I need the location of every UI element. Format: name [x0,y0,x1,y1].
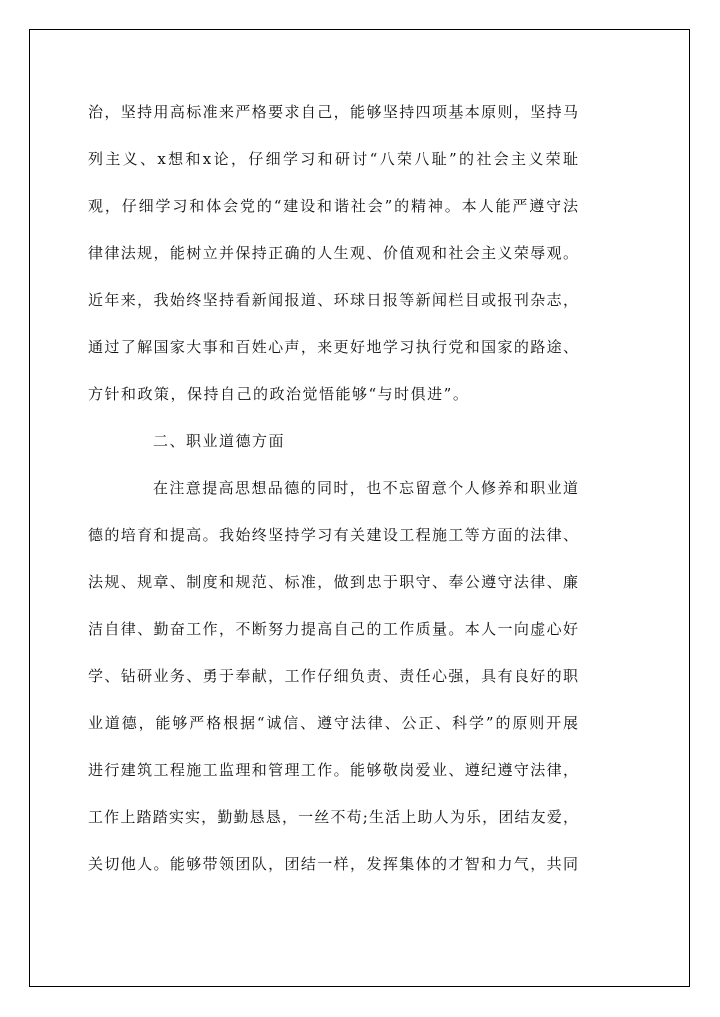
text-line: 洁自律、勤奋工作，不断努力提高自己的工作质量。本人一向虚心好 [88,620,578,638]
text-line: 在注意提高思想品德的同时，也不忘留意个人修养和职业道 [153,479,578,497]
text-line: 近年来，我始终坚持看新闻报道、环球日报等新闻栏目或报刊杂志， [88,291,578,309]
text-line: 观，仔细学习和体会党的“建设和谐社会”的精神。本人能严遵守法 [88,197,578,215]
text-line: 学、钻研业务、勇于奉献，工作仔细负责、责任心强，具有良好的职 [88,667,578,685]
text-line: 列主义、x想和x论，仔细学习和研讨“八荣八耻”的社会主义荣耻 [88,150,578,168]
text-line: 德的培育和提高。我始终坚持学习有关建设工程施工等方面的法律、 [88,526,578,544]
text-line: 工作上踏踏实实，勤勤恳恳，一丝不苟;生活上助人为乐，团结友爱， [88,808,578,826]
text-line: 法规、规章、制度和规范、标准，做到忠于职守、奉公遵守法律、廉 [88,573,578,591]
text-line: 律律法规，能树立并保持正确的人生观、价值观和社会主义荣辱观。 [88,244,578,262]
section-heading: 二、职业道德方面 [153,432,286,450]
text-line: 治，坚持用高标准来严格要求自己，能够坚持四项基本原则，坚持马 [88,103,578,121]
text-line: 方针和政策，保持自己的政治觉悟能够“与时俱进”。 [88,385,470,403]
text-line: 通过了解国家大事和百姓心声，来更好地学习执行党和国家的路途、 [88,338,578,356]
page-border [29,29,690,987]
text-line: 进行建筑工程施工监理和管理工作。能够敬岗爱业、遵纪遵守法律， [88,761,578,779]
text-line: 关切他人。能够带领团队，团结一样，发挥集体的才智和力气，共同 [88,855,578,873]
text-line: 业道德，能够严格根据“诚信、遵守法律、公正、科学”的原则开展 [88,714,578,732]
